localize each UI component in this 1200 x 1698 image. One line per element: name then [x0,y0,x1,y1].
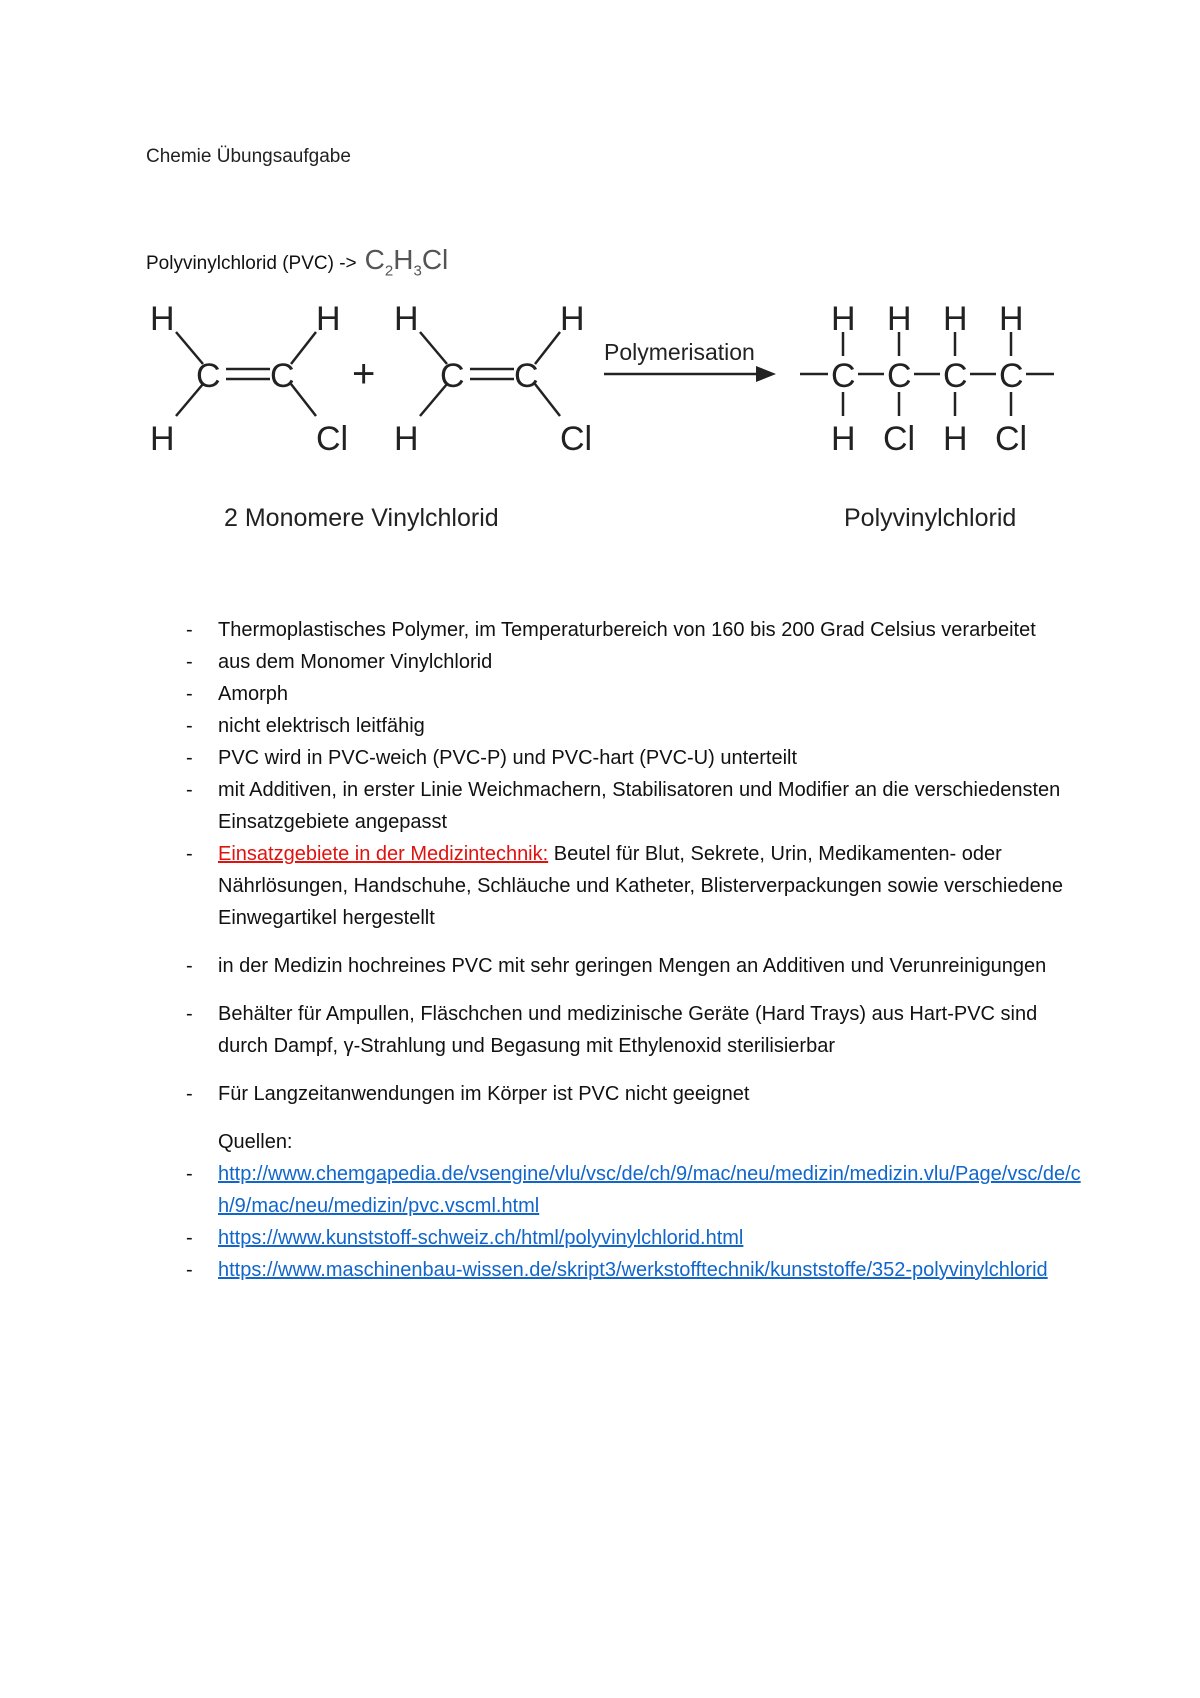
list-item: - nicht elektrisch leitfähig [186,715,425,737]
polymer-caption: Polyvinylchlorid [844,504,1017,532]
atom-c: C [887,357,912,395]
property-list [186,614,1086,1286]
list-item: - Thermoplastisches Polymer, im Temperaturbereich von 160 bis 200 Grad Celsius verarbeitet [186,619,1036,641]
list-item: - Einsatzgebiete in der Medizintechnik: Beutel für Blut, Sekrete, Urin, Medikamenten- oder Nährlösungen, Handschuhe, Schläuche und Katheter, Blisterverpackungen sowie verschiedene Einwegartikel hergestellt [186,843,1063,929]
source-item: - http://www.chemgapedia.de/vsengine/vlu/vsc/de/ch/9/mac/neu/medizin/medizin.vlu/Page/vsc/de/ch/9/mac/neu/medizin/pvc.vscml.html [186,1163,1081,1217]
atom-c: C [999,357,1024,395]
list-item: - Behälter für Ampullen, Fläschchen und medizinische Geräte (Hard Trays) aus Hart-PVC sind durch Dampf, γ-Strahlung und Begasung mit Ethylenoxid sterilisierbar [186,1003,1038,1057]
atom-c: C [943,357,968,395]
source-link[interactable]: http://www.chemgapedia.de/vsengine/vlu/vsc/de/ch/9/mac/neu/medizin/medizin.vlu/Page/vsc/de/ch/9/mac/neu/medizin/pvc.vscml.html [218,1163,1081,1217]
list-item: - Amorph [186,683,289,705]
source-link[interactable]: https://www.maschinenbau-wissen.de/skript3/werkstofftechnik/kunststoffe/352-polyvinylchlorid [218,1259,1048,1281]
atom-h: H [943,300,968,338]
reaction-arrow-icon [756,366,776,382]
atom-h: H [831,300,856,338]
pvc-formula: $C_2H_3Cl$ [364,244,449,280]
atom-c: C [440,357,465,395]
page-title: Chemie Übungsaufgabe [146,146,351,167]
atom-h: H [394,420,419,458]
list-item: - Für Langzeitanwendungen im Körper ist PVC nicht geeignet [186,1083,750,1105]
atom-h: H [999,300,1024,338]
source-item: - https://www.maschinenbau-wissen.de/skript3/werkstofftechnik/kunststoffe/352-polyvinylchlorid [186,1259,1048,1281]
pvc-label: Polyvinylchlorid (PVC) -> [146,253,357,274]
atom-c: C [514,357,539,395]
atom-h: H [831,420,856,458]
atom-h: H [887,300,912,338]
plus-sign: + [352,352,376,396]
atom-cl: Cl [560,420,593,458]
atom-h: H [150,300,175,338]
atom-c: C [831,357,856,395]
monomer-caption: 2 Monomere Vinylchlorid [224,504,499,532]
source-item: - https://www.kunststoff-schweiz.ch/html/polyvinylchlorid.html [186,1227,744,1249]
pvc-heading [146,244,448,280]
atom-c: C [270,357,295,395]
list-item: - mit Additiven, in erster Linie Weichmachern, Stabilisatoren und Modifier an die verschiedensten Einsatzgebiete angepasst [186,779,1061,833]
atom-h: H [943,420,968,458]
source-link[interactable]: https://www.kunststoff-schweiz.ch/html/polyvinylchlorid.html [218,1227,744,1249]
atom-c: C [196,357,221,395]
sources-heading: Quellen: [218,1131,293,1153]
arrow-label: Polymerisation [604,339,755,365]
atom-cl: Cl [995,420,1028,458]
medical-use-highlight: Einsatzgebiete in der Medizintechnik: [218,843,549,865]
atom-h: H [560,300,585,338]
list-item: - PVC wird in PVC-weich (PVC-P) und PVC-hart (PVC-U) unterteilt [186,747,798,769]
list-item: - in der Medizin hochreines PVC mit sehr geringen Mengen an Additiven und Verunreinigungen [186,955,1047,977]
atom-cl: Cl [316,420,349,458]
atom-h: H [394,300,419,338]
atom-cl: Cl [883,420,916,458]
atom-h: H [150,420,175,458]
atom-h: H [316,300,341,338]
list-item: - aus dem Monomer Vinylchlorid [186,651,493,673]
polymerization-diagram [0,290,1200,550]
